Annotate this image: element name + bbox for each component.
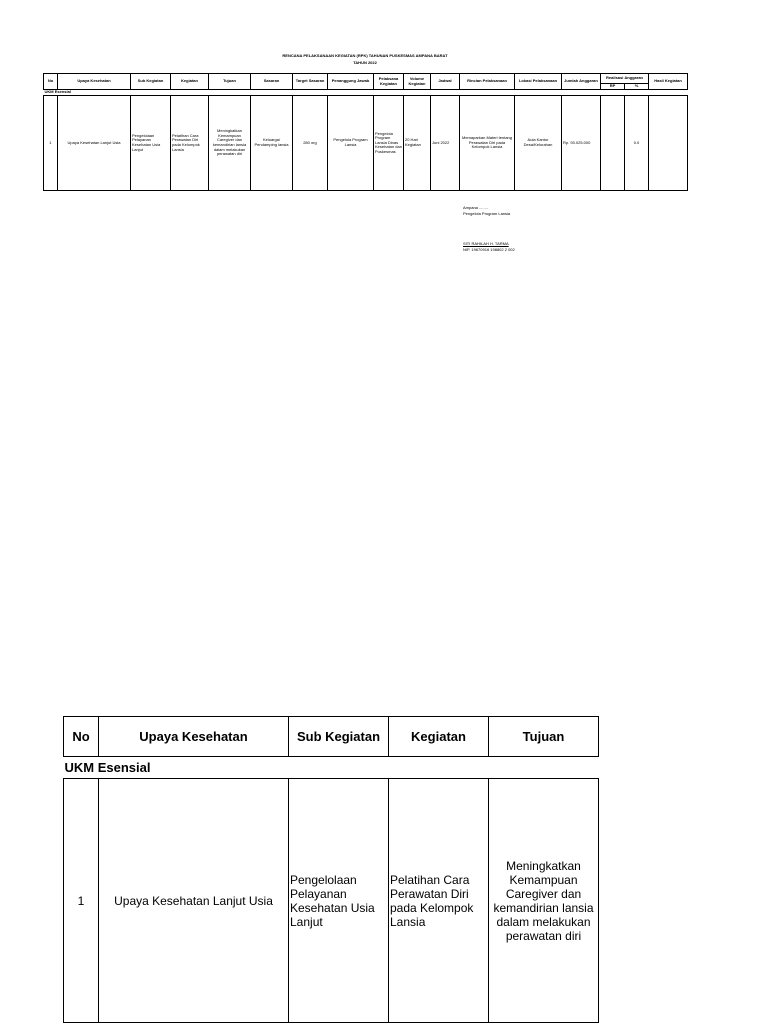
- header-target-sasaran: Target Sasaran: [293, 74, 328, 90]
- cell-jumlah-anggaran: Rp. 93.025.000: [562, 96, 601, 191]
- header-percent: %: [625, 84, 649, 90]
- zoomed-table: [63, 716, 599, 1023]
- zoom-table-row: [64, 779, 599, 1023]
- cell-rincian-pelaksanaan: Memaparkan Materi tentang Perawatan Diri pada Kelompok Lansia: [460, 96, 515, 191]
- header-kegiatan: Kegiatan: [171, 74, 209, 90]
- cell-tujuan: Meningkatkan Kemampuan Caregiver dan kemandirian lansia dalam melakukan perawatan diri: [209, 96, 251, 191]
- zoom-header-row: [64, 717, 599, 757]
- zoom-cell-upaya-kesehatan: Upaya Kesehatan Lanjut Usia: [99, 779, 289, 1023]
- signature-place: Ampana ........: [463, 205, 488, 210]
- header-hasil-kegiatan: Hasil Kegiatan: [649, 74, 688, 90]
- zoom-cell-kegiatan: Pelatihan Cara Perawatan Diri pada Kelompok Lansia: [389, 779, 489, 1023]
- zoom-cell-sub-kegiatan: Pengelolaan Pelayanan Kesehatan Usia Lanjut: [289, 779, 389, 1023]
- header-rp: RP: [601, 84, 625, 90]
- document-year: TAHUN 2022: [353, 60, 377, 65]
- header-jadwal: Jadwal: [431, 74, 460, 90]
- header-pelaksana-kegiatan: Pelaksana Kegiatan: [374, 74, 404, 90]
- cell-percent: 0.0: [625, 96, 649, 191]
- document-title: RENCANA PELAKSANAAN KEGIATAN (RPK) TAHUNAN PUSKESMAS AMPANA BARAT: [282, 53, 448, 58]
- signature-name: SITI RAHILAH H. TARMA: [463, 241, 509, 246]
- zoom-section-row: [64, 757, 599, 779]
- cell-pelaksana-kegiatan: Pengelola Program Lansia Dinas Kesehatan dan Puskesmas: [374, 96, 404, 191]
- cell-kegiatan: Pelatihan Cara Perawatan Diri pada Kelompok Lansia: [171, 96, 209, 191]
- cell-no: 1: [44, 96, 58, 191]
- section-label: UKM Esensial: [44, 90, 688, 96]
- header-rincian-pelaksanaan: Rincian Pelaksanaan: [460, 74, 515, 90]
- cell-jadwal: Juni 2022: [431, 96, 460, 191]
- header-realisasi-anggaran: Realisasi Anggaran: [601, 74, 649, 84]
- header-sasaran: Sasaran: [251, 74, 293, 90]
- cell-sub-kegiatan: Pengelolaan Pelayanan Kesehatan Usia Lanjut: [131, 96, 171, 191]
- zoom-header-upaya-kesehatan: Upaya Kesehatan: [99, 717, 289, 757]
- header-tujuan: Tujuan: [209, 74, 251, 90]
- header-penanggung-jawab: Penanggung Jawab: [328, 74, 374, 90]
- cell-penanggung-jawab: Pengelola Program Lansia: [328, 96, 374, 191]
- zoom-header-sub-kegiatan: Sub Kegiatan: [289, 717, 389, 757]
- cell-target-sasaran: 280 org: [293, 96, 328, 191]
- table-header-row: [44, 74, 688, 84]
- zoom-section-label: UKM Esensial: [64, 757, 599, 779]
- zoom-header-tujuan: Tujuan: [489, 717, 599, 757]
- signature-nip: NIP. 19670916 198802 2 002: [463, 247, 515, 252]
- cell-upaya-kesehatan: Upaya Kesehatan Lanjut Usia: [58, 96, 131, 191]
- rpk-table: [43, 73, 688, 191]
- header-volume-kegiatan: Volume Kegiatan: [404, 74, 431, 90]
- header-jumlah-anggaran: Jumlah Anggaran: [562, 74, 601, 90]
- header-no: No: [44, 74, 58, 90]
- zoom-cell-no: 1: [64, 779, 99, 1023]
- cell-hasil-kegiatan: [649, 96, 688, 191]
- header-sub-kegiatan: Sub Kegiatan: [131, 74, 171, 90]
- zoom-cell-tujuan: Meningkatkan Kemampuan Caregiver dan kemandirian lansia dalam melakukan perawatan diri: [489, 779, 599, 1023]
- signature-role: Pengelola Program Lansia: [463, 211, 511, 216]
- header-lokasi-pelaksanaan: Lokasi Pelaksanaan: [515, 74, 562, 90]
- cell-sasaran: Keluarga/ Pendamping lansia: [251, 96, 293, 191]
- cell-rp: [601, 96, 625, 191]
- table-row: [44, 96, 688, 191]
- header-upaya-kesehatan: Upaya Kesehatan: [58, 74, 131, 90]
- zoom-header-no: No: [64, 717, 99, 757]
- cell-lokasi-pelaksanaan: Aula Kantor Desa/Kelurahan: [515, 96, 562, 191]
- cell-volume-kegiatan: 20 Hari Kegiatan: [404, 96, 431, 191]
- zoom-header-kegiatan: Kegiatan: [389, 717, 489, 757]
